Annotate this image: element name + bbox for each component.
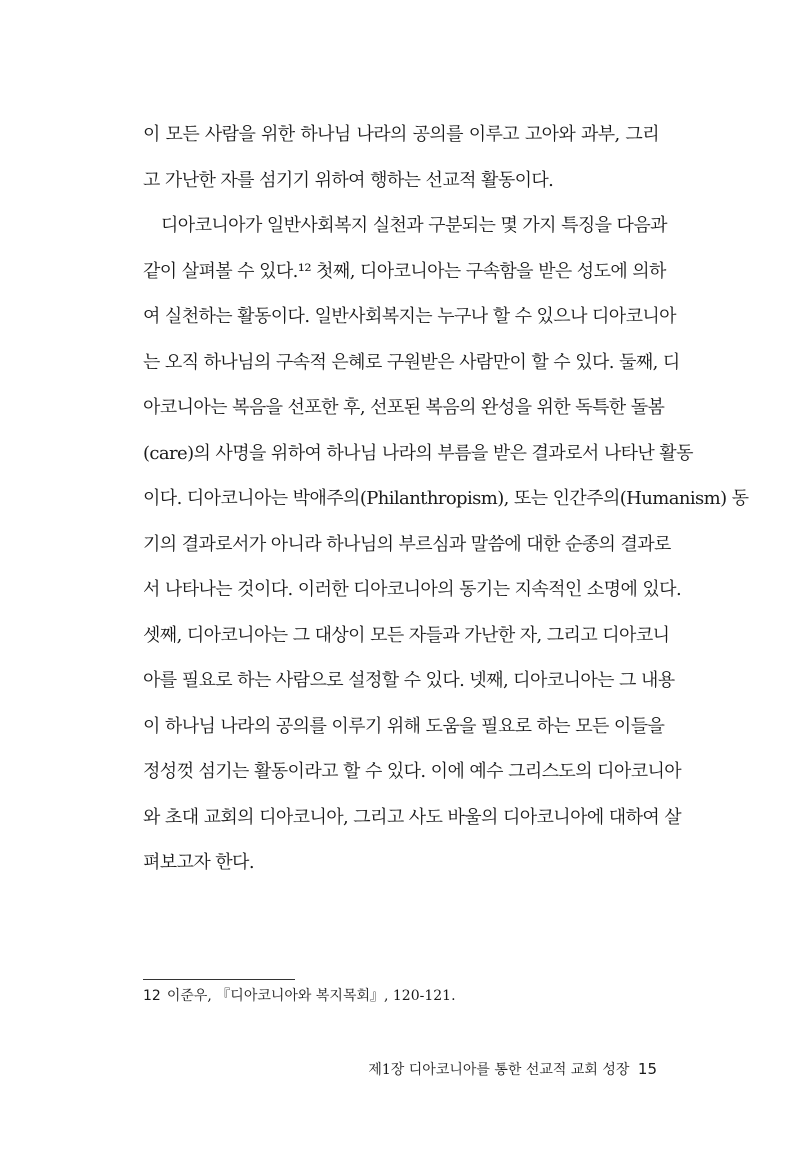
- footnote-number: 12: [143, 988, 161, 1004]
- page-number: 15: [637, 1060, 657, 1078]
- footnote: [143, 985, 456, 1007]
- body-line: 이 하나님 나라의 공의를 이루기 위해 도움을 필요로 하는 모든 이들을: [143, 715, 665, 737]
- body-line: 정성껏 섬기는 활동이라고 할 수 있다. 이에 예수 그리스도의 디아코니아: [143, 761, 682, 782]
- body-line: 고 가난한 자를 섬기기 위하여 행하는 선교적 활동이다.: [143, 169, 554, 191]
- body-line: 는 오직 하나님의 구속적 은혜로 구원받은 사람만이 할 수 있다. 둘째, 디: [143, 351, 680, 373]
- body-text: [143, 112, 749, 886]
- body-line: 여 실천하는 활동이다. 일반사회복지는 누구나 할 수 있으나 디아코니아: [143, 306, 676, 327]
- body-line: 서 나타나는 것이다. 이러한 디아코니아의 동기는 지속적인 소명에 있다.: [143, 579, 682, 600]
- body-line: 디아코니아가 일반사회복지 실천과 구분되는 몇 가지 특징을 다음과: [161, 215, 667, 236]
- body-line: 이다. 디아코니아는 박애주의(Philanthropism), 또는 인간주의(Humanism) 동: [143, 488, 749, 509]
- footnote-text: 이준우, 『디아코니아와 복지목회』, 120-121.: [166, 988, 456, 1004]
- body-line: (care)의 사명을 위하여 하나님 나라의 부름을 받은 결과로서 나타난 활동: [143, 442, 693, 464]
- body-line: 와 초대 교회의 디아코니아, 그리고 사도 바울의 디아코니아에 대하여 살: [143, 806, 682, 828]
- body-line: 아코니아는 복음을 선포한 후, 선포된 복음의 완성을 위한 독특한 돌봄: [143, 397, 665, 418]
- body-line: 아를 필요로 하는 사람으로 설정할 수 있다. 넷째, 디아코니아는 그 내용: [143, 670, 675, 691]
- running-footer: [368, 1058, 657, 1081]
- body-line: 기의 결과로서가 아니라 하나님의 부르심과 말씀에 대한 순종의 결과로: [143, 533, 671, 555]
- footnote-divider: [143, 979, 295, 980]
- body-line: 같이 살펴볼 수 있다.¹² 첫째, 디아코니아는 구속함을 받은 성도에 의하: [143, 260, 666, 282]
- body-line: 셋째, 디아코니아는 그 대상이 모든 자들과 가난한 자, 그리고 디아코니: [143, 624, 670, 646]
- body-line: 이 모든 사람을 위한 하나님 나라의 공의를 이루고 고아와 과부, 그리: [143, 124, 659, 145]
- body-line: 펴보고자 한다.: [143, 852, 254, 873]
- running-title: 제1장 디아코니아를 통한 선교적 교회 성장: [368, 1062, 630, 1078]
